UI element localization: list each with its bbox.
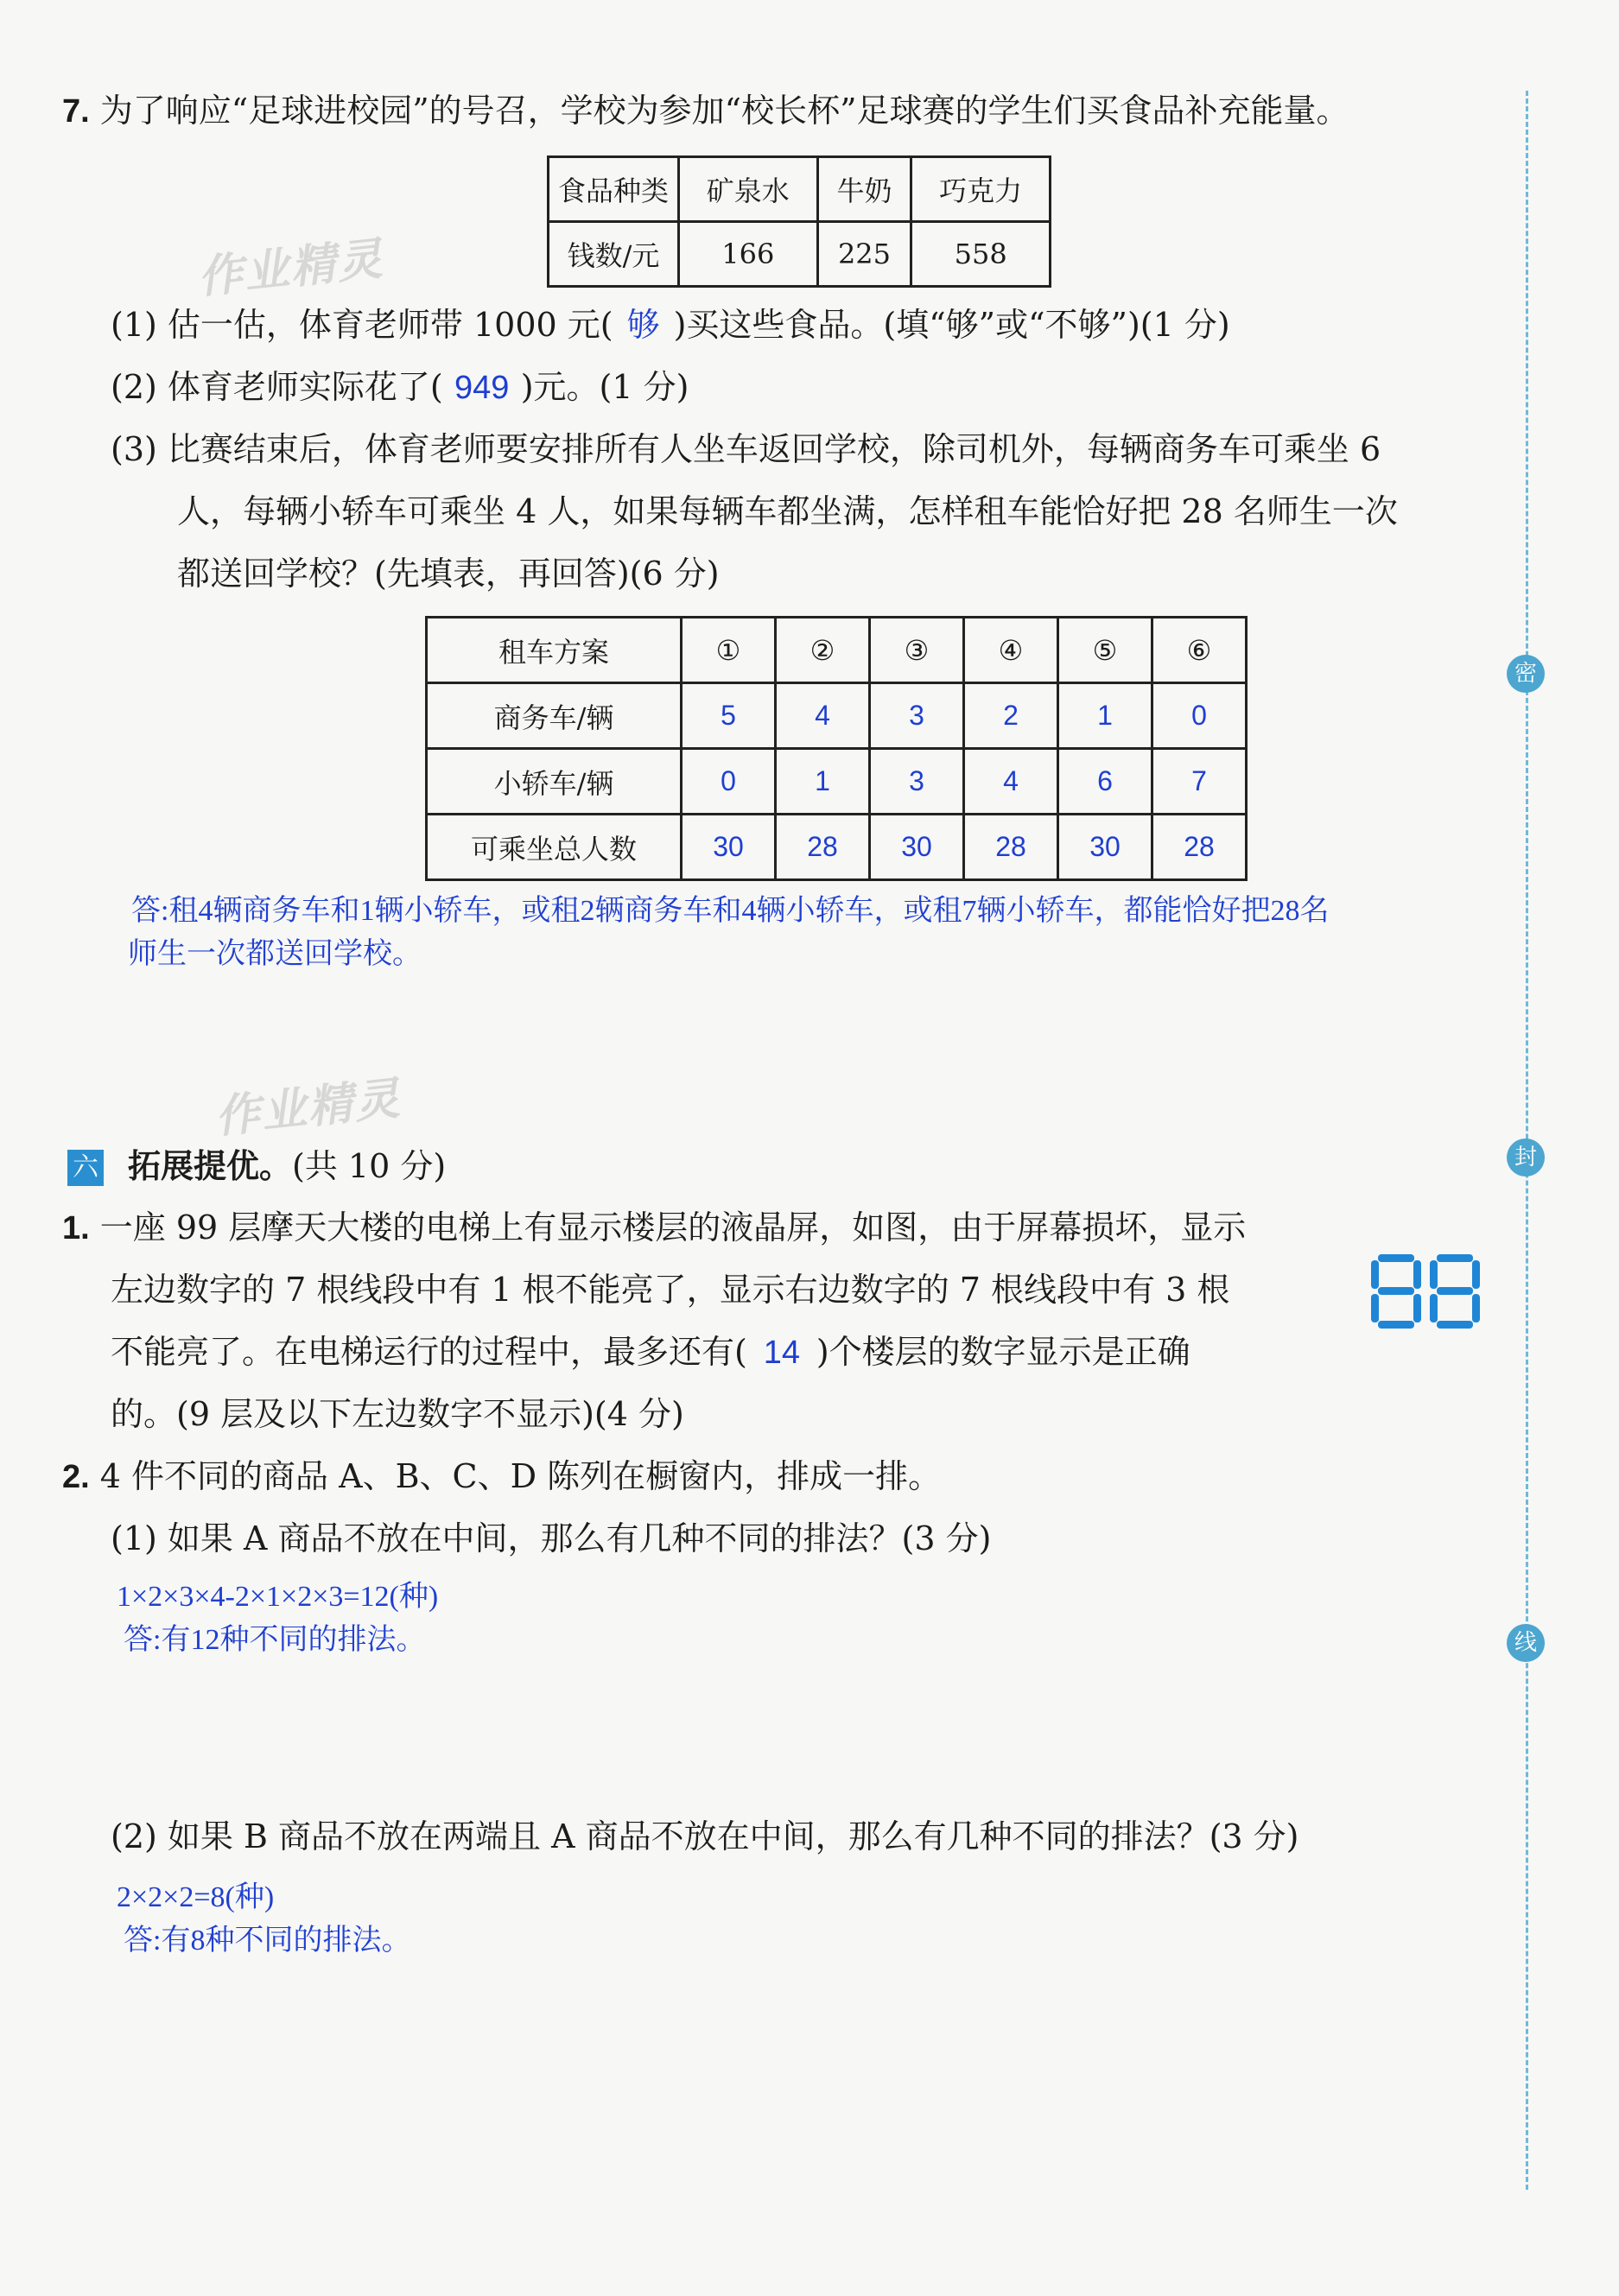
s6q1-line3	[111, 1331, 1190, 1373]
segment	[1413, 1260, 1421, 1289]
s6q1-line1	[62, 1207, 1246, 1249]
table-row-label: 商务车/辆	[427, 683, 682, 749]
plan-number: ④	[964, 618, 1058, 683]
table-cell: 30	[870, 815, 964, 880]
plan-number: ②	[776, 618, 870, 683]
segment	[1413, 1294, 1421, 1322]
table-cell: 7	[1152, 749, 1247, 815]
segment	[1472, 1294, 1480, 1322]
part-text: )元。(1 分)	[520, 368, 689, 406]
q7-part3-line2: 人，每辆小轿车可乘坐 4 人，如果每辆车都坐满，怎样租车能恰好把 28 名师生一次	[177, 492, 1398, 530]
table-row-label: 钱数/元	[549, 222, 679, 287]
table-cell: 0	[1152, 683, 1247, 749]
table-cell: 28	[1152, 815, 1247, 880]
table-cell: 4	[776, 683, 870, 749]
plan-number: ⑥	[1152, 618, 1247, 683]
s6q2-part1-calc: 1×2×3×4-2×1×2×3=12(种)	[117, 1581, 439, 1613]
segment	[1371, 1260, 1379, 1289]
segment	[1378, 1287, 1414, 1295]
answer-fill: 14	[763, 1335, 800, 1371]
question-text: 4 件不同的商品 A、B、C、D 陈列在橱窗内，排成一排。	[99, 1457, 942, 1495]
table-cell: 1	[1058, 683, 1152, 749]
q7-part3-line1: (3) 比赛结束后，体育老师要安排所有人坐车返回学校，除司机外，每辆商务车可乘坐 6	[111, 430, 1381, 468]
table-cell: 4	[964, 749, 1058, 815]
q7-part3-line3: 都送回学校？(先填表，再回答)(6 分)	[177, 555, 720, 593]
segment	[1437, 1254, 1473, 1262]
table-cell: 225	[817, 222, 911, 287]
lcd-floor-display	[1369, 1253, 1482, 1330]
section-icon: 六	[67, 1150, 104, 1186]
s6q2-part1: (1) 如果 A 商品不放在中间，那么有几种不同的排法？(3 分)	[111, 1519, 992, 1557]
table-cell: 3	[870, 683, 964, 749]
segment	[1472, 1260, 1480, 1289]
q7-part2	[111, 366, 689, 409]
s6q1-line2: 左边数字的 7 根线段中有 1 根不能亮了，显示右边数字的 7 根线段中有 3 根	[111, 1271, 1230, 1309]
q7-answer-line2: 师生一次都送回学校。	[128, 938, 422, 970]
segment	[1437, 1287, 1473, 1295]
seal-mark: 封	[1507, 1138, 1545, 1177]
plan-number: ③	[870, 618, 964, 683]
answer-fill: 949	[454, 370, 510, 406]
table-cell: 166	[679, 222, 818, 287]
question-number: 1.	[62, 1210, 90, 1246]
segment	[1378, 1254, 1414, 1262]
part-text: (2) 体育老师实际花了(	[111, 368, 443, 406]
segment	[1430, 1294, 1438, 1322]
table-header: 巧克力	[911, 157, 1051, 222]
food-price-table	[547, 155, 1051, 288]
table-cell: 3	[870, 749, 964, 815]
q7-part1	[111, 304, 1230, 346]
part-text: (1) 估一估，体育老师带 1000 元(	[111, 306, 613, 344]
section-title	[128, 1145, 446, 1187]
question-text: 为了响应“足球进校园”的号召，学校为参加“校长杯”足球赛的学生们买食品补充能量。	[99, 92, 1349, 130]
s6q2-part2-calc: 2×2×2=8(种)	[117, 1881, 275, 1913]
segment	[1378, 1321, 1414, 1329]
q7-answer-line1: 答:租4辆商务车和1辆小轿车，或租2辆商务车和4辆小轿车，或租7辆小轿车，都能恰好把28名	[131, 895, 1330, 927]
table-cell: 558	[911, 222, 1051, 287]
s6q1-line4: 的。(9 层及以下左边数字不显示)(4 分)	[111, 1395, 684, 1433]
segment	[1430, 1260, 1438, 1289]
table-header: 食品种类	[549, 157, 679, 222]
table-cell: 30	[1058, 815, 1152, 880]
question-number: 2.	[62, 1459, 90, 1495]
rental-plan-table	[425, 616, 1248, 881]
s6q2-intro	[62, 1456, 941, 1498]
table-cell: 30	[682, 815, 776, 880]
table-cell: 1	[776, 749, 870, 815]
section-points: (共 10 分)	[292, 1147, 447, 1185]
plan-number: ⑤	[1058, 618, 1152, 683]
table-cell: 28	[776, 815, 870, 880]
table-row-label: 可乘坐总人数	[427, 815, 682, 880]
table-header: 矿泉水	[679, 157, 818, 222]
table-cell: 5	[682, 683, 776, 749]
table-cell: 2	[964, 683, 1058, 749]
watermark: 作业精灵	[213, 1072, 404, 1145]
part-text: 不能亮了。在电梯运行的过程中，最多还有(	[111, 1333, 747, 1371]
q7-intro	[62, 90, 1349, 132]
section-heading: 拓展提优。	[128, 1146, 293, 1185]
table-header: 牛奶	[817, 157, 911, 222]
table-cell: 6	[1058, 749, 1152, 815]
seal-mark: 密	[1507, 655, 1545, 693]
table-header: 租车方案	[427, 618, 682, 683]
table-cell: 28	[964, 815, 1058, 880]
s6q2-part2: (2) 如果 B 商品不放在两端且 A 商品不放在中间，那么有几种不同的排法？(3 分)	[111, 1817, 1299, 1855]
table-row-label: 小轿车/辆	[427, 749, 682, 815]
segment	[1437, 1321, 1473, 1329]
seal-mark: 线	[1507, 1624, 1545, 1662]
plan-number: ①	[682, 618, 776, 683]
question-text: 一座 99 层摩天大楼的电梯上有显示楼层的液晶屏，如图，由于屏幕损坏，显示	[99, 1208, 1247, 1246]
s6q2-part2-answer: 答:有8种不同的排法。	[124, 1925, 411, 1957]
table-cell: 0	[682, 749, 776, 815]
question-number: 7.	[62, 93, 90, 130]
s6q2-part1-answer: 答:有12种不同的排法。	[124, 1624, 426, 1656]
watermark: 作业精灵	[195, 232, 387, 305]
part-text: )个楼层的数字显示是正确	[816, 1333, 1190, 1371]
segment	[1371, 1294, 1379, 1322]
part-text: )买这些食品。(填“够”或“不够”)(1 分)	[673, 306, 1230, 344]
answer-fill: 够	[626, 308, 660, 344]
